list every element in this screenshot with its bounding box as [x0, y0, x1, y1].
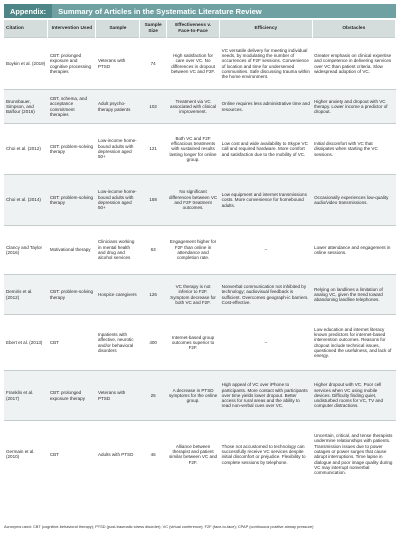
cell-sample: Low-income home-bound adults with depression aged 50+	[96, 175, 140, 226]
cell-citation: Ebert et al. (2013)	[4, 315, 48, 371]
cell-obstacles: Relying on landlines a limitation of analog VC, given the trend toward abandoning landline telephones.	[312, 275, 395, 315]
cell-sample: Hospice caregivers	[96, 275, 140, 315]
cell-intervention: CBT, schema, and acceptance commitment therapies	[48, 90, 96, 124]
table-row	[4, 90, 396, 124]
cell-effectiveness: No significant differences between VC and F2F treatment outcomes.	[166, 175, 219, 226]
col-header-citation: Citation	[4, 20, 48, 38]
cell-effectiveness: A decrease in PTSD symptoms for the online group.	[166, 371, 219, 421]
cell-efficiency: Nonverbal communication not inhibited by technology; audiovisual feedback is sufficient. Overcomes geograph-ic barriers. Cost-effective.	[220, 275, 312, 315]
cell-sample-size: 158	[140, 175, 167, 226]
cell-intervention: CBT: prolonged exposure and cognitive processing therapies	[48, 38, 96, 90]
cell-citation: Clancy and Taylor (2016)	[4, 226, 48, 275]
cell-sample-size: 102	[140, 90, 167, 124]
cell-intervention: CBT: prolonged exposure therapy	[48, 371, 96, 421]
table-row	[4, 226, 396, 275]
cell-obstacles: Greater emphasis on clinical expertise and competence in delivering services over VC than patient criteria. Slow widespread adoption of VC.	[312, 38, 395, 90]
cell-effectiveness: Engagement higher for F2F than online in attendance and completion rate.	[166, 226, 219, 275]
acronyms-footnote: Acronyms used: CBT (cognitive-behavioral therapy); PTSD (post-traumatic stress disorder); VC (virtual conference); F2F (face-to-face); CPAP (continuous positive airway pressure)	[4, 524, 314, 529]
cell-obstacles: Low education and internet literacy known predictors for internet-based intervention outcomes. Reasons for dropout include technical issues, questioned the usefulness, and lack of energy.	[312, 315, 395, 371]
cell-effectiveness: VC therapy is not inferior to F2F. Symptom decrease for both VC and F2F.	[166, 275, 219, 315]
cell-effectiveness: Alliance between therapist and patient similar between VC and F2F.	[166, 421, 219, 488]
col-header-sample: Sample	[96, 20, 140, 38]
cell-sample-size: 46	[140, 421, 167, 488]
cell-obstacles: Initial discomfort with VC that dissipates when starting the VC sessions.	[312, 124, 395, 175]
appendix-tag: Appendix:	[4, 4, 52, 18]
cell-citation: Franklin et al. (2017)	[4, 371, 48, 421]
cell-intervention: CBT: problem-solving therapy	[48, 275, 96, 315]
cell-citation: Choi et al. (2014)	[4, 175, 48, 226]
cell-sample-size: 63	[140, 226, 167, 275]
literature-review-table	[4, 20, 396, 488]
cell-sample: Inpatients with affective, neurotic and/or behavioral disorders	[96, 315, 140, 371]
cell-citation: Demiris et al. (2012)	[4, 275, 48, 315]
table-header-row	[4, 20, 396, 38]
table-row	[4, 38, 396, 90]
cell-obstacles: Occasionally experiences low-quality audio/video transmissions.	[312, 175, 395, 226]
cell-effectiveness: Internet-based group outcomes superior to F2F.	[166, 315, 219, 371]
cell-citation: Choi et al. (2012)	[4, 124, 48, 175]
cell-sample: Veterans with PTSD	[96, 38, 140, 90]
cell-sample-size: 121	[140, 124, 167, 175]
cell-effectiveness: Treatment via VC associated with clinical improvement.	[166, 90, 219, 124]
cell-citation: Germain et al. (2010)	[4, 421, 48, 488]
col-header-obstacles: Obstacles	[312, 20, 395, 38]
col-header-intervention: Intervention Used	[48, 20, 96, 38]
table-row	[4, 175, 396, 226]
cell-obstacles: Uncertain, critical, and tense therapists undermine relationships with patients. Transmission issues due to power outages or power surges that cause abrupt interruptions. Time lapse in dialogue and poor image quality during VC may interrupt nonverbal communication.	[312, 421, 395, 488]
cell-sample: Veterans with PTSD	[96, 371, 140, 421]
cell-sample: Low-income home-bound adults with depression aged 50+	[96, 124, 140, 175]
cell-efficiency: Those not accustomed to technology can successfully receive VC services despite initial discomfort or prejudice. Flexibility to complete sessions by telephone.	[220, 421, 312, 488]
cell-sample-size: 74	[140, 38, 167, 90]
cell-efficiency: Low equipment and internet transmissions costs. More convenience for homebound adults.	[220, 175, 312, 226]
cell-obstacles: Higher dropout with VC. Poor cell services when VC using mobile devices. Difficulty finding quiet, undisturbed rooms for VC, TV and computer distractions.	[312, 371, 395, 421]
cell-effectiveness: Both VC and F2F efficacious treatments with sustained results lasting longer for online group.	[166, 124, 219, 175]
cell-sample: Adults with PTSD	[96, 421, 140, 488]
table-row	[4, 421, 396, 488]
cell-citation: Boykin et al. (2019)	[4, 38, 48, 90]
table-row	[4, 371, 396, 421]
cell-obstacles: Lower attendance and engagement in online sessions.	[312, 226, 395, 275]
appendix-title-bar	[4, 4, 396, 18]
cell-efficiency: –	[220, 315, 312, 371]
table-row	[4, 315, 396, 371]
table-row	[4, 275, 396, 315]
appendix-title: Summary of Articles in the Systematic Literature Review	[58, 6, 262, 16]
cell-intervention: CBT	[48, 421, 96, 488]
cell-efficiency: VC versatile delivery for meeting individual needs, by modulating the number of occurrences of F2F sessions. Convenience of location and time for underserved communities. Safe discussing trauma within the home environment.	[220, 38, 312, 90]
cell-intervention: CBT: problem-solving therapy	[48, 124, 96, 175]
cell-citation: Brunnbauer, Simpson, and Balfour (2016)	[4, 90, 48, 124]
cell-intervention: CBT	[48, 315, 96, 371]
cell-efficiency: Low cost and wide availability to Skype VC call and required hardware. More comfort and satisfaction due to the mobility of VC.	[220, 124, 312, 175]
cell-obstacles: Higher anxiety and dropout with VC therapy. Lower income a predictor of dropout.	[312, 90, 395, 124]
col-header-efficiency: Efficiency	[220, 20, 312, 38]
cell-efficiency: High appeal of VC over iPhone to participants. More contact with participants over time yields lower dropout. Better access for rural areas and the ability to read non-verbal cues over VC.	[220, 371, 312, 421]
col-header-effectiveness: Effectiveness v. Face-to-Face	[166, 20, 219, 38]
cell-intervention: Motivational therapy	[48, 226, 96, 275]
cell-sample-size: 25	[140, 371, 167, 421]
cell-sample: Adult psycho-therapy patients	[96, 90, 140, 124]
cell-sample: Clinicians working in mental health and drug and alcohol services	[96, 226, 140, 275]
cell-efficiency: Online requires less administrative time and resources.	[220, 90, 312, 124]
cell-sample-size: 126	[140, 275, 167, 315]
cell-effectiveness: High satisfaction for care over VC. No differences in dropout between VC and F2F.	[166, 38, 219, 90]
cell-intervention: CBT: problem-solving therapy	[48, 175, 96, 226]
table-row	[4, 124, 396, 175]
cell-sample-size: 400	[140, 315, 167, 371]
col-header-sample-size: Sample Size	[140, 20, 167, 38]
cell-efficiency: –	[220, 226, 312, 275]
